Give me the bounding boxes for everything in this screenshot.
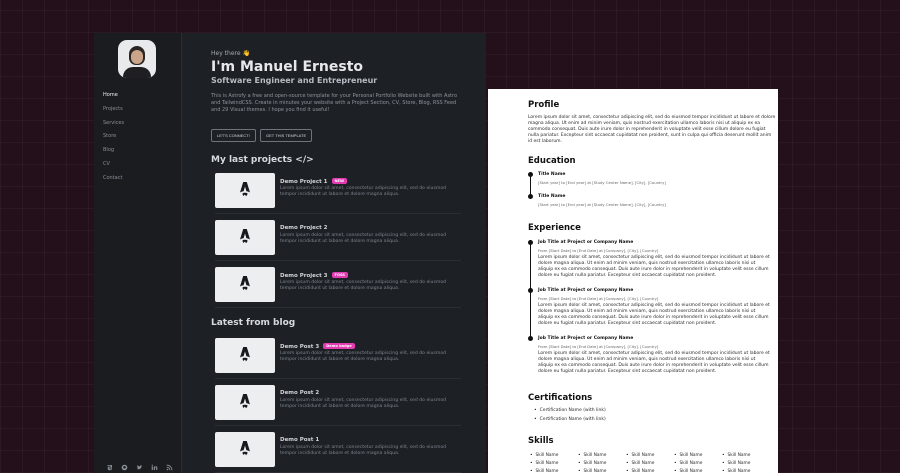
twitter-icon[interactable] [136,464,143,471]
skill-item: • Skill Name [674,453,722,459]
skills-list [530,453,778,473]
skill-item: • Skill Name [626,453,674,459]
blog-heading: Latest from blog [211,318,296,328]
post-thumbnail[interactable] [215,432,275,467]
job-title: Job Title at Project or Company Name [538,336,634,341]
skill-item: • Skill Name [530,469,578,473]
mastodon-icon[interactable] [106,464,113,471]
sidebar-item-store[interactable]: Store [103,133,117,140]
greeting: Hey there 👋 [211,50,250,57]
project-card[interactable] [215,173,461,211]
timeline-dot [528,240,533,245]
project-thumbnail[interactable] [215,267,275,302]
skill-item: • Skill Name [578,453,626,459]
skills-heading: Skills [528,436,554,446]
sidebar-item-services[interactable]: Services [103,119,125,126]
job-description: Lorem ipsum dolor sit amet, consectetur adipiscing elit, sed do eiusmod tempor incididunt ut labore et dolore magna aliqua. Ut enim ad minim veniam, quis nostrud exercitation ullamco laboris nisi ut aliquip ex ea commodo consequat. Duis aute irure dolor in reprehenderit in voluptate velit esse cillum dolore eu fugiat nulla pariatur. Excepteur sint occaecat cupidatat non proident. [538,255,770,278]
skill-item: • Skill Name [674,469,722,473]
certifications-list [534,408,606,425]
project-title[interactable] [280,272,348,279]
social-links [106,464,173,471]
skill-item: • Skill Name [578,469,626,473]
education-heading: Education [528,156,576,166]
badge: Demo badge [323,343,354,349]
project-title-text: Demo Project 3 [280,273,328,279]
project-title[interactable] [280,178,347,185]
post-card[interactable] [215,338,461,376]
project-title[interactable] [280,225,328,231]
job-title: Job Title at Project or Company Name [538,288,634,293]
certification-item[interactable]: • Certification Name (with link) [534,408,606,417]
skill-item: • Skill Name [530,453,578,459]
timeline-dot [528,288,533,293]
job-sub: From [Start Date] to [End Date] at [Company], [City], [Country] [538,296,659,301]
astro-logo-icon [239,393,251,413]
post-title[interactable] [280,437,319,443]
skill-item: • Skill Name [722,453,770,459]
job-description: Lorem ipsum dolor sit amet, consectetur adipiscing elit, sed do eiusmod tempor incididunt ut labore et dolore magna aliqua. Ut enim ad minim veniam, quis nostrud exercitation ullamco laboris nisi ut aliquip ex ea commodo consequat. Duis aute irure dolor in reprehenderit in voluptate velit esse cillum dolore eu fugiat nulla pariatur. Excepteur sint occaecat cupidatat non proident. [538,351,770,374]
post-thumbnail[interactable] [215,338,275,373]
experience-heading: Experience [528,223,581,233]
project-title-text: Demo Project 1 [280,179,328,185]
linkedin-icon[interactable] [151,464,158,471]
badge: NEW [332,178,347,184]
post-card[interactable] [215,432,461,470]
skill-item: • Skill Name [722,461,770,467]
astro-logo-icon [239,181,251,201]
skill-item: • Skill Name [626,461,674,467]
avatar [118,40,156,78]
post-description: Lorem ipsum dolor sit amet, consectetur adipiscing elit, sed do eiusmod tempor incididunt ut labore et dolore magna aliqua. [280,398,447,409]
post-title[interactable] [280,390,319,396]
sidebar-item-projects[interactable]: Projects [103,105,123,112]
projects-heading: My last projects </> [211,155,314,165]
timeline-dot [528,194,533,199]
project-thumbnail[interactable] [215,173,275,208]
page-title: I'm Manuel Ernesto [211,59,364,75]
post-description: Lorem ipsum dolor sit amet, consectetur adipiscing elit, sed do eiusmod tempor incididunt ut labore et dolore magna aliqua. [280,351,447,362]
job-description: Lorem ipsum dolor sit amet, consectetur adipiscing elit, sed do eiusmod tempor incididunt ut labore et dolore magna aliqua. Ut enim ad minim veniam, quis nostrud exercitation ullamco laboris nisi ut aliquip ex ea commodo consequat. Duis aute irure dolor in reprehenderit in voluptate velit esse cillum dolore eu fugiat nulla pariatur. Excepteur sint occaecat cupidatat non proident. [538,303,770,326]
education-sub: [Start year] to [End year] at [Study Center Name], [City], [Country] [538,180,666,185]
education-sub: [Start year] to [End year] at [Study Center Name], [City], [Country] [538,202,666,207]
project-description: Lorem ipsum dolor sit amet, consectetur adipiscing elit, sed do eiusmod tempor incididunt ut labore et dolore magna aliqua. [280,186,447,197]
skill-item: • Skill Name [626,469,674,473]
timeline-dot [528,172,533,177]
sidebar-item-contact[interactable]: Contact [103,174,123,181]
astro-logo-icon [239,440,251,460]
skill-item: • Skill Name [674,461,722,467]
project-card[interactable] [215,267,461,305]
astro-logo-icon [239,228,251,248]
divider [215,260,461,261]
education-title: Title Name [538,194,566,199]
sidebar-nav [103,92,124,189]
project-card[interactable] [215,220,461,258]
post-card[interactable] [215,385,461,423]
education-title: Title Name [538,172,566,177]
post-title-text: Demo Post 1 [280,437,320,443]
post-description: Lorem ipsum dolor sit amet, consectetur adipiscing elit, sed do eiusmod tempor incididunt ut labore et dolore magna aliqua. [280,445,447,456]
badge: FOSS [332,272,349,278]
job-sub: From [Start Date] to [End Date] at [Company], [City], [Country] [538,344,659,349]
cv-document [488,89,778,473]
intro-text: This is Astrofy a free and open-source template for your Personal Portfolio Website built with Astro and TailwindCSS. Create in minutes your website with a Project Section, CV, Store, Blog, RSS Feed and 29 Visual themes. I hope you find it useful! [211,93,458,113]
rss-icon[interactable] [166,464,173,471]
sidebar [94,33,182,473]
profile-text: Lorem ipsum dolor sit amet, consectetur adipiscing elit, sed do eiusmod tempor incididunt ut labore et dolore magna aliqua. Ut enim ad minim veniam, quis nostrud exercitation ullamco laboris nisi ut aliquip ex ea commodo consequat. Duis aute irure dolor in reprehenderit in voluptate velit esse cillum dolore eu fugiat nulla pariatur. Excepteur sint occaecat cupidatat non proident, sunt in culpa qui officia deserunt mollit anim id est laborum. [528,115,776,144]
portfolio-window [94,33,486,473]
astro-logo-icon [239,346,251,366]
github-icon[interactable] [121,464,128,471]
sidebar-item-cv[interactable]: CV [103,160,110,167]
profile-heading: Profile [528,100,560,110]
sidebar-item-blog[interactable]: Blog [103,147,115,154]
post-thumbnail[interactable] [215,385,275,420]
connect-button[interactable]: LET'S CONNECT! [211,129,256,142]
get-template-button[interactable]: GET THIS TEMPLATE [260,129,312,142]
project-description: Lorem ipsum dolor sit amet, consectetur adipiscing elit, sed do eiusmod tempor incididunt ut labore et dolore magna aliqua. [280,233,447,244]
skill-item: • Skill Name [578,461,626,467]
project-description: Lorem ipsum dolor sit amet, consectetur adipiscing elit, sed do eiusmod tempor incididunt ut labore et dolore magna aliqua. [280,280,447,291]
timeline-dot [528,336,533,341]
skill-item: • Skill Name [530,461,578,467]
sidebar-item-home[interactable]: Home [103,92,118,98]
project-title-text: Demo Project 2 [280,225,328,231]
divider [215,307,461,308]
certification-item[interactable]: • Certification Name (with link) [534,417,606,426]
project-thumbnail[interactable] [215,220,275,255]
divider [215,425,461,426]
divider [215,378,461,379]
job-sub: From [Start Date] to [End Date] at [Company], [City], [Country] [538,248,659,253]
post-title[interactable] [280,343,355,350]
divider [215,213,461,214]
subtitle: Software Engineer and Entrepreneur [211,76,378,85]
post-title-text: Demo Post 3 [280,344,320,350]
astro-logo-icon [239,275,251,295]
post-title-text: Demo Post 2 [280,390,320,396]
skill-item: • Skill Name [722,469,770,473]
job-title: Job Title at Project or Company Name [538,240,634,245]
certifications-heading: Certifications [528,393,593,403]
